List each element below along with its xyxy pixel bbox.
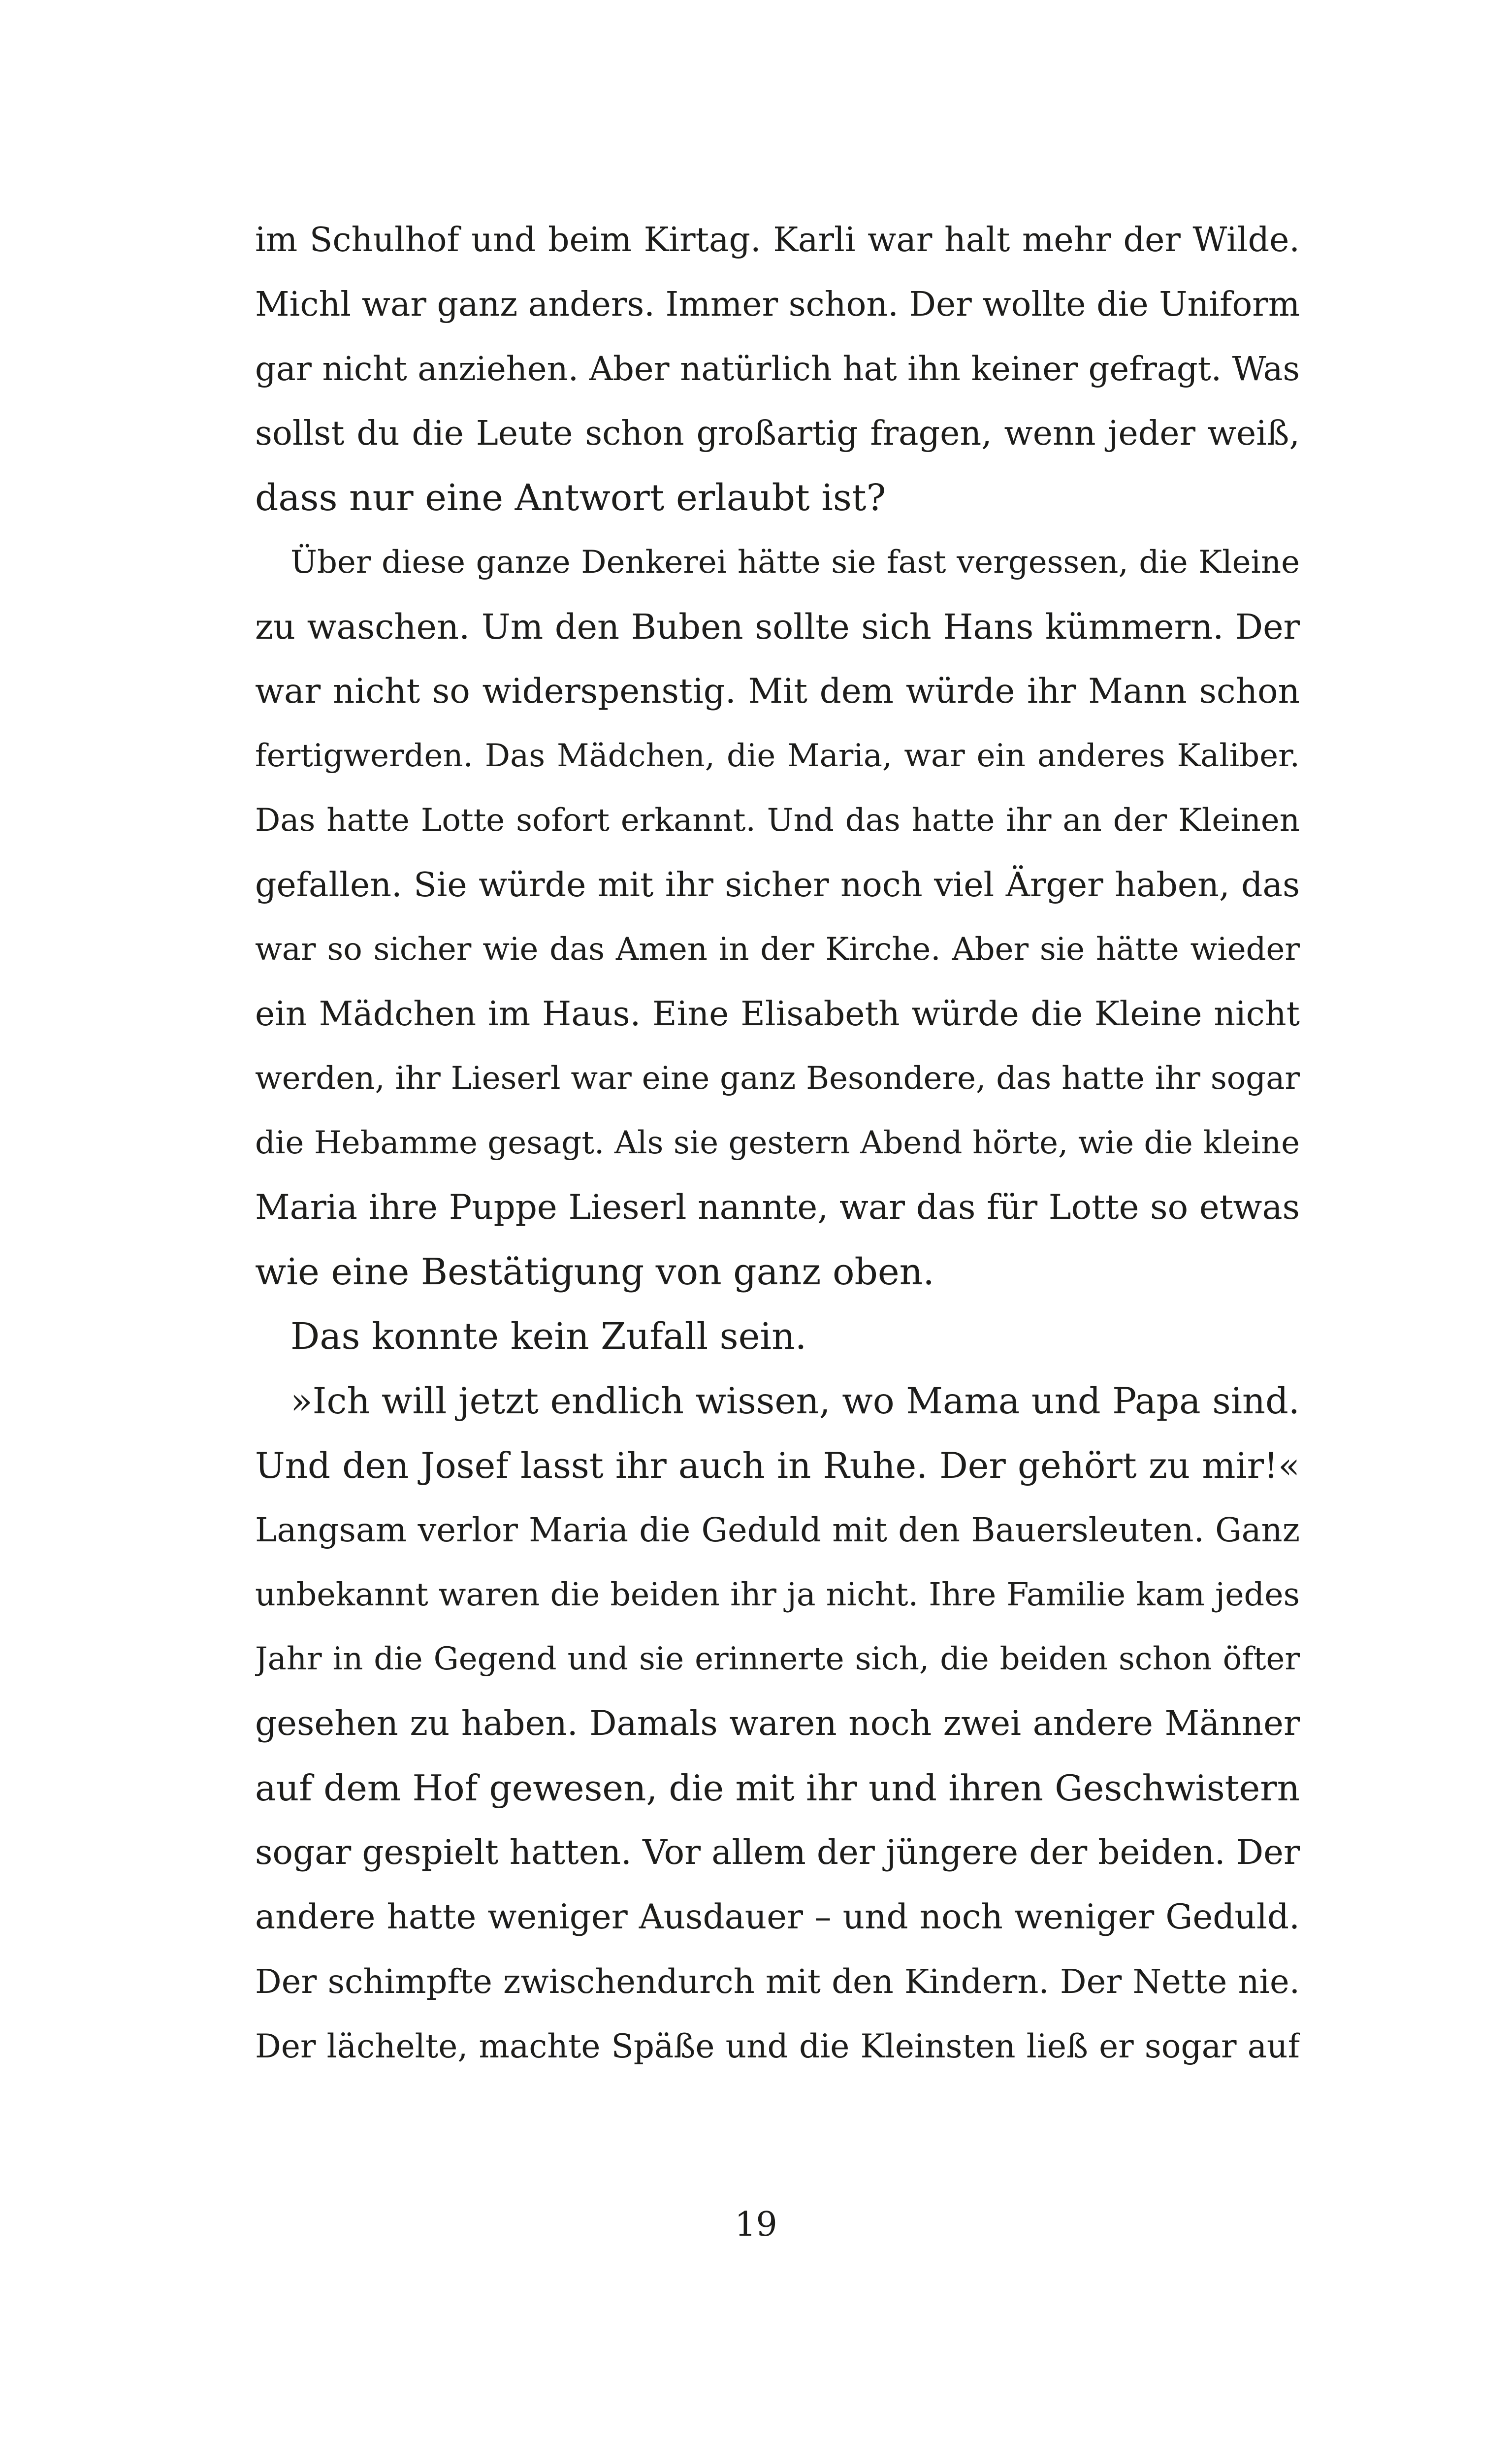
- text-line: Das hatte Lotte sofort erkannt. Und das hatte ihr an der Kleinen: [255, 802, 1300, 839]
- paragraph: [255, 208, 1300, 530]
- text-line: unbekannt waren die beiden ihr ja nicht. Ihre Familie kam jedes: [255, 1576, 1300, 1613]
- text-line: Das konnte kein Zufall sein.: [290, 1315, 807, 1358]
- text-line: Michl war ganz anders. Immer schon. Der wollte die Uniform: [255, 285, 1300, 324]
- text-line: Jahr in die Gegend und sie erinnerte sich, die beiden schon öfter: [255, 1641, 1300, 1677]
- paragraph: [255, 1304, 1300, 1369]
- text-line: fertigwerden. Das Mädchen, die Maria, war ein anderes Kaliber.: [255, 738, 1300, 774]
- text-line: ein Mädchen im Haus. Eine Elisabeth würde die Kleine nicht: [255, 995, 1300, 1034]
- paragraph: [255, 1369, 1300, 2079]
- text-line: im Schulhof und beim Kirtag. Karli war halt mehr der Wilde.: [255, 221, 1300, 260]
- text-line: die Hebamme gesagt. Als sie gestern Abend hörte, wie die kleine: [255, 1125, 1300, 1161]
- text-line: werden, ihr Lieserl war eine ganz Besondere, das hatte ihr sogar: [255, 1060, 1300, 1097]
- text-line: Langsam verlor Maria die Geduld mit den Bauersleuten. Ganz: [255, 1511, 1300, 1549]
- text-line: gefallen. Sie würde mit ihr sicher noch viel Ärger haben, das: [255, 866, 1300, 905]
- paragraph: [255, 530, 1300, 1304]
- text-line: Der lächelte, machte Späße und die Kleinsten ließ er sogar auf: [255, 2027, 1300, 2065]
- text-line: auf dem Hof gewesen, die mit ihr und ihren Geschwistern: [255, 1767, 1300, 1809]
- text-line: dass nur eine Antwort erlaubt ist?: [255, 477, 886, 519]
- body-text: [255, 208, 1300, 2079]
- text-line: sollst du die Leute schon großartig fragen, wenn jeder weiß,: [255, 414, 1300, 453]
- text-line: »Ich will jetzt endlich wissen, wo Mama und Papa sind.: [290, 1380, 1300, 1422]
- page-number: 19: [735, 2205, 777, 2244]
- text-line: Über diese ganze Denkerei hätte sie fast vergessen, die Kleine: [290, 544, 1300, 581]
- text-line: andere hatte weniger Ausdauer – und noch weniger Geduld.: [255, 1897, 1300, 1937]
- text-line: gar nicht anziehen. Aber natürlich hat ihn keiner gefragt. Was: [255, 350, 1300, 388]
- text-line: Und den Josef lasst ihr auch in Ruhe. Der gehört zu mir!«: [255, 1445, 1300, 1486]
- text-line: gesehen zu haben. Damals waren noch zwei andere Männer: [255, 1704, 1300, 1743]
- text-line: war so sicher wie das Amen in der Kirche. Aber sie hätte wieder: [255, 931, 1300, 968]
- text-line: war nicht so widerspenstig. Mit dem würde ihr Mann schon: [255, 672, 1300, 711]
- text-line: zu waschen. Um den Buben sollte sich Hans kümmern. Der: [255, 607, 1300, 647]
- text-line: wie eine Bestätigung von ganz oben.: [255, 1251, 934, 1293]
- text-line: sogar gespielt hatten. Vor allem der jüngere der beiden. Der: [255, 1833, 1300, 1872]
- text-line: Maria ihre Puppe Lieserl nannte, war das für Lotte so etwas: [255, 1188, 1300, 1227]
- text-line: Der schimpfte zwischendurch mit den Kindern. Der Nette nie.: [255, 1962, 1300, 2001]
